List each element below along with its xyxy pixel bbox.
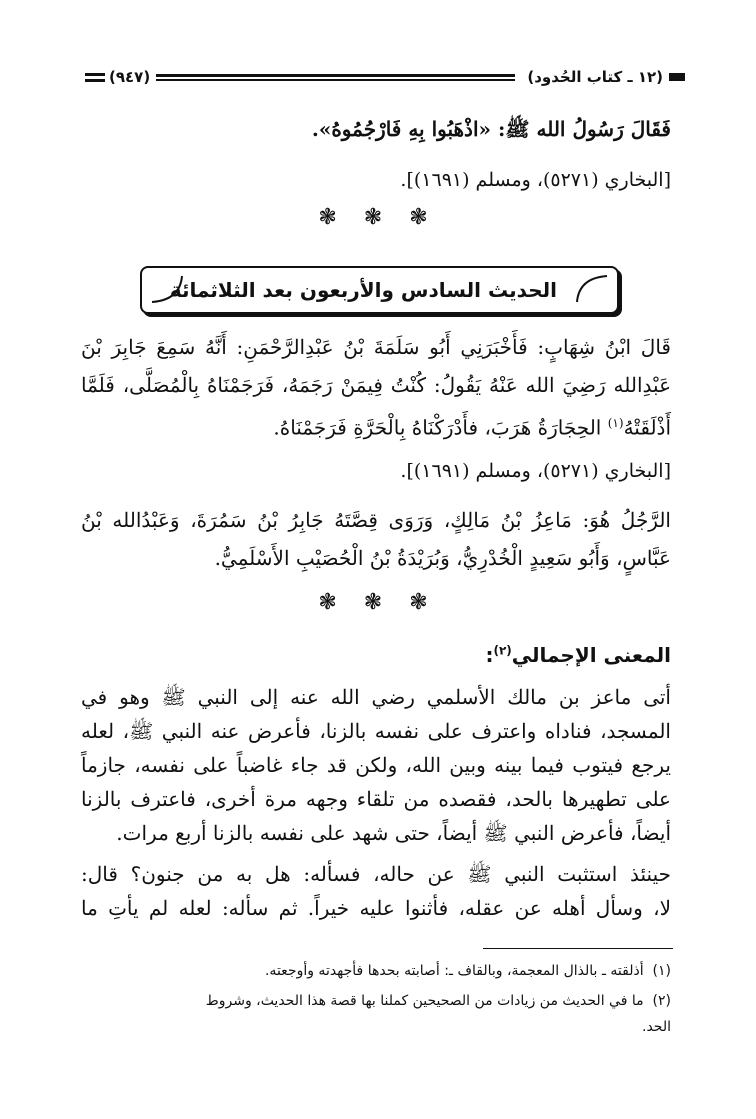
- section-title: الحديث السادس والأربعون بعد الثلاثمائة: [169, 278, 557, 302]
- footnote-text: ما في الحديث من زيادات من الصحيحين كملنا بها قصة هذا الحديث، وشروط: [205, 993, 644, 1009]
- title-corner-ornament: [150, 274, 184, 304]
- title-corner-ornament: [575, 274, 609, 304]
- footnote-number: (١): [652, 963, 671, 979]
- meaning-line: يرجع فيتوب فيما بينه وبين الله، ولكن قد جاء غاضباً على نفسه، جازماً: [81, 753, 671, 777]
- hadith-word: أَذْلَقَتْهُ: [623, 415, 671, 440]
- separator-ornament: ❃ ❃ ❃: [318, 590, 438, 615]
- footnote-text: أذلقته ـ بالذال المعجمة، وبالقاف ـ: أصابته بحدها فأجهدته وأوجعته.: [264, 963, 644, 979]
- section-title-box: [140, 266, 619, 314]
- page-number: (٩٤٧): [109, 68, 151, 86]
- footnote: [81, 988, 671, 1014]
- meaning-line: حينئذ استثبت النبي ﷺ عن حاله، فسأله: هل به من جنون؟ قال:: [81, 862, 671, 886]
- separator-ornament: ❃ ❃ ❃: [318, 205, 438, 230]
- header-mark: [669, 73, 685, 81]
- footnote: [81, 958, 671, 984]
- running-header: [85, 64, 685, 90]
- note-line: عَبَّاسٍ، وَأَبُو سَعِيدٍ الْخُدْرِيُّ، وَبُرَيْدَةُ بْنُ الْحُصَيْبِ الأَسْلَمِيُّ.: [214, 546, 671, 570]
- footnote-rule: [483, 948, 673, 949]
- hadith-line: عَبْدِالله رَضِيَ الله عَنْهُ يَقُولُ: كُنْتُ فِيمَنْ رَجَمَهُ، فَرَجَمْنَاهُ بِالْمُصَلَّى، فَلَمَّا: [81, 373, 671, 397]
- meaning-line: أتى ماعز بن مالك الأسلمي رضي الله عنه إلى النبي ﷺ وهو في: [81, 685, 671, 709]
- meaning-line: أيضاً، فأعرض النبي ﷺ أيضاً، حتى شهد على نفسه بالزنا أربع مرات.: [116, 821, 671, 845]
- hadith-line: [81, 406, 671, 445]
- meaning-line: على تطهيرها بالحد، فقصده من تلقاء وجهه مرة أخرى، فاعترف بالزنا: [81, 787, 671, 811]
- note-line: الرَّجُلُ هُوَ: مَاعِزُ بْنُ مَالِكٍ، وَرَوَى قِصَّتَهُ جَابِرُ بْنُ سَمُرَةَ، وَعَبْدُالله بْنُ: [81, 508, 671, 532]
- meaning-heading-text: المعنى الإجمالي: [511, 643, 671, 667]
- header-rule: [156, 74, 515, 81]
- hadith-line: قَالَ ابْنُ شِهَابٍ: فَأَخْبَرَنِي أَبُو سَلَمَةَ بْنُ عَبْدِالرَّحْمَنِ: أَنَّهُ سَمِعَ جَابِرَ بْنَ: [81, 335, 671, 359]
- prev-hadith-source: [البخاري (٥٢٧١)، ومسلم (١٦٩١)].: [400, 169, 671, 191]
- meaning-line: المسجد، فناداه واعترف على نفسه بالزنا، فأعرض عنه النبي ﷺ، لعله: [81, 719, 671, 743]
- footnote-continuation: الحد.: [642, 1019, 671, 1035]
- meaning-line: لا، وسأل أهله عن عقله، فأثنوا عليه خيراً. ثم سأله: لعله لم يأتِ ما: [81, 896, 671, 920]
- meaning-heading: [485, 643, 671, 667]
- footnote-ref: (١): [607, 416, 624, 430]
- hadith-source: [البخاري (٥٢٧١)، ومسلم (١٦٩١)].: [400, 460, 671, 482]
- footnote-number: (٢): [652, 993, 671, 1009]
- footnote-ref: (٢): [493, 643, 512, 658]
- chapter-title: (١٢ ـ كتاب الحُدود): [527, 68, 663, 86]
- meaning-heading-colon: :: [485, 643, 494, 667]
- header-bars: [85, 73, 105, 82]
- hadith-line-rest: الحِجَارَةُ هَرَبَ، فأَدْرَكْنَاهُ بِالْحَرَّةِ فَرَجَمْنَاهُ.: [273, 415, 602, 440]
- prev-hadith-text: فَقَالَ رَسُولُ الله ﷺ: «اذْهَبُوا بِهِ فَارْجُمُوهُ».: [311, 117, 671, 141]
